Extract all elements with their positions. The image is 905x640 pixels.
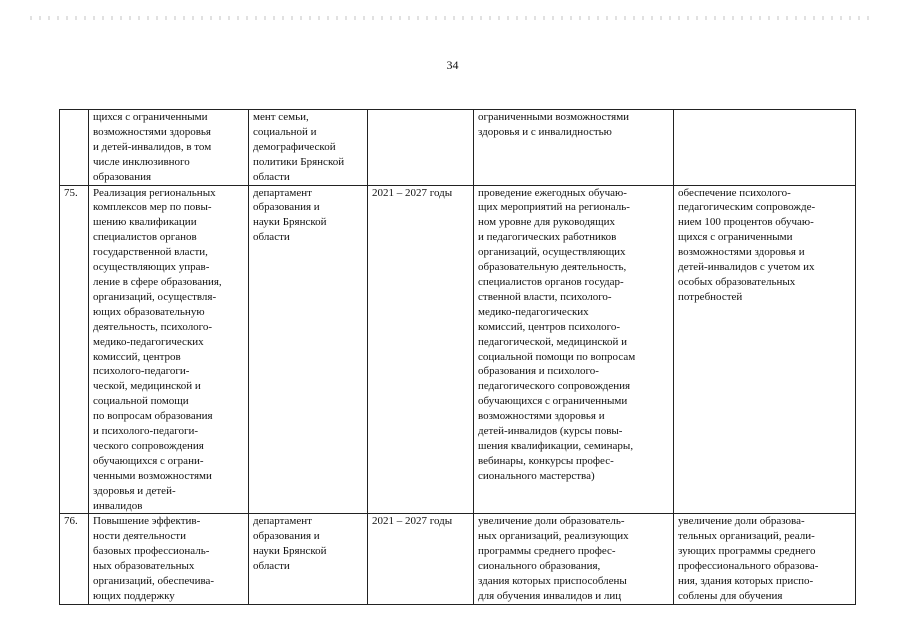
cell-text-line: ченными возможностями — [93, 469, 212, 482]
cell-text-line: медико-педагогических — [478, 305, 589, 318]
cell-text-line: детей-инвалидов (курсы повы- — [478, 425, 623, 438]
cell-text-line: специалистов органов государ- — [478, 275, 624, 288]
cell-text-line: ющих поддержку — [93, 590, 175, 602]
cell-text-line: шению квалификации — [93, 216, 197, 229]
cell-text-line: ограниченными возможностями — [478, 111, 630, 123]
cell-text-line: ческого сопровождения — [93, 439, 204, 452]
cell-text-line: проведение ежегодных обучаю- — [478, 186, 627, 199]
cell-text-line: увеличение доли образова- — [678, 515, 805, 528]
cell-text-line: обеспечение психолого- — [678, 186, 791, 199]
cell-text-line: программы среднего профес- — [478, 545, 616, 558]
cell-text-line: социальной помощи — [93, 395, 189, 408]
cell-number — [60, 514, 89, 604]
cell-measure — [89, 110, 249, 186]
cell-text-line: политики Брянской — [253, 155, 345, 168]
cell-text-line: Повышение эффектив- — [93, 515, 201, 528]
cell-text-line: демографической — [253, 140, 336, 153]
cell-text-line: профессионального образова- — [678, 560, 819, 573]
cell-event — [474, 514, 674, 604]
cell-text-line: ческой, медицинской и — [93, 380, 201, 393]
cell-number — [60, 110, 89, 186]
cell-event — [474, 185, 674, 514]
cell-text-line: увеличение доли образователь- — [478, 515, 625, 528]
cell-text-line: педагогическим сопровожде- — [678, 201, 816, 214]
cell-text: 2021 – 2027 годы — [372, 186, 453, 199]
cell-measure — [89, 514, 249, 604]
cell-text-line: здания которых приспособлены — [478, 575, 627, 588]
cell-text-line: области — [253, 560, 290, 573]
cell-text-line: и детей-инвалидов, в том — [93, 140, 212, 153]
cell-period — [368, 185, 474, 514]
cell-text-line: зующих программы среднего — [678, 545, 816, 558]
cell-text-line: департамент — [253, 515, 312, 528]
cell-text-line: ния, здания которых приспо- — [678, 575, 814, 588]
cell-text-line: комплексов мер по повы- — [93, 201, 212, 214]
cell-text-line: государственной власти, — [93, 246, 208, 259]
cell-text-line: ности деятельности — [93, 530, 186, 543]
cell-period — [368, 110, 474, 186]
cell-text-line: области — [253, 231, 290, 244]
cell-text-line: возможностями здоровья — [93, 125, 211, 138]
cell-text-line: тельных организаций, реали- — [678, 530, 815, 543]
table-row — [60, 185, 856, 514]
cell-text-line: социальной помощи по вопросам — [478, 350, 636, 363]
cell-text-line: и психолого-педагоги- — [93, 425, 199, 438]
cell-text-line: щихся с ограниченными — [93, 111, 208, 123]
table-row — [60, 110, 856, 186]
cell-text-line: ственной власти, психолого- — [478, 290, 612, 303]
cell-text-line: обучающихся с ограниченными — [478, 395, 628, 408]
cell-text-line: возможностями здоровья и — [478, 410, 605, 423]
cell-text-line: образования и — [253, 201, 320, 214]
cell-text-line: потребностей — [678, 290, 743, 303]
cell-period — [368, 514, 474, 604]
cell-text-line: образования — [93, 170, 152, 183]
cell-text-line: соблены для обучения — [678, 590, 783, 602]
cell-text-line: возможностями здоровья и — [678, 246, 805, 259]
cell-number — [60, 185, 89, 514]
cell-text-line: комиссий, центров — [93, 350, 181, 363]
cell-text-line: нием 100 процентов обучаю- — [678, 216, 814, 229]
cell-text-line: комиссий, центров психолого- — [478, 320, 620, 333]
cell-text-line: ных организаций, реализующих — [478, 530, 629, 543]
cell-text-line: департамент — [253, 186, 312, 199]
cell-text-line: организаций, обеспечива- — [93, 575, 215, 588]
cell-text: 75. — [64, 186, 78, 199]
table-row — [60, 514, 856, 604]
cell-text-line: здоровья и детей- — [93, 484, 176, 497]
cell-text-line: мент семьи, — [253, 111, 309, 123]
cell-text-line: щих мероприятий на региональ- — [478, 201, 630, 214]
table-body — [60, 110, 856, 605]
cell-measure — [89, 185, 249, 514]
cell-text-line: здоровья и с инвалидностью — [478, 125, 612, 138]
cell-text-line: образовательную деятельность, — [478, 261, 627, 274]
cell-text-line: образования и — [253, 530, 320, 543]
cell-result — [674, 514, 856, 604]
cell-text-line: науки Брянской — [253, 216, 327, 229]
cell-text-line: особых образовательных — [678, 275, 796, 288]
cell-text-line: шения квалификации, семинары, — [478, 439, 634, 452]
cell-event — [474, 110, 674, 186]
cell-text-line: ных образовательных — [93, 560, 195, 573]
scan-artifact-line — [30, 16, 875, 20]
cell-text-line: науки Брянской — [253, 545, 327, 558]
cell-text-line: организаций, осуществля- — [93, 290, 217, 303]
cell-text-line: и педагогических работников — [478, 231, 617, 244]
cell-text-line: ющих образовательную — [93, 305, 205, 318]
cell-executor — [249, 514, 368, 604]
cell-executor — [249, 185, 368, 514]
cell-text-line: щихся с ограниченными — [678, 231, 793, 244]
page-number: 34 — [446, 58, 459, 72]
cell-text-line: образования и психолого- — [478, 365, 599, 378]
cell-text-line: детей-инвалидов с учетом их — [678, 261, 815, 274]
cell-text-line: ном уровне для руководящих — [478, 216, 615, 229]
cell-result — [674, 110, 856, 186]
cell-text-line: базовых профессиональ- — [93, 545, 210, 558]
cell-result — [674, 185, 856, 514]
cell-text-line: вебинары, конкурсы профес- — [478, 454, 614, 467]
cell-executor — [249, 110, 368, 186]
cell-text-line: деятельность, психолого- — [93, 320, 213, 333]
cell-text-line: организаций, осуществляющих — [478, 246, 626, 259]
cell-text-line: Реализация региональных — [93, 186, 216, 199]
cell-text-line: для обучения инвалидов и лиц — [478, 590, 622, 602]
cell-text-line: сионального мастерства) — [478, 469, 595, 482]
cell-text-line: социальной и — [253, 125, 317, 138]
cell-text-line: осуществляющих управ- — [93, 261, 210, 274]
cell-text-line: медико-педагогических — [93, 335, 204, 348]
measures-table — [59, 109, 856, 605]
cell-text-line: инвалидов — [93, 499, 143, 512]
cell-text: 2021 – 2027 годы — [372, 515, 453, 528]
cell-text-line: сионального образования, — [478, 560, 601, 573]
cell-text-line: специалистов органов — [93, 231, 197, 244]
cell-text-line: по вопросам образования — [93, 410, 213, 423]
cell-text-line: области — [253, 170, 290, 183]
cell-text-line: педагогической, медицинской и — [478, 335, 628, 348]
cell-text-line: обучающихся с ограни- — [93, 454, 204, 467]
cell-text-line: ление в сфере образования, — [93, 275, 222, 288]
cell-text-line: психолого-педагоги- — [93, 365, 190, 378]
cell-text-line: числе инклюзивного — [93, 155, 190, 168]
cell-text-line: педагогического сопровождения — [478, 380, 631, 393]
cell-text: 76. — [64, 515, 78, 528]
